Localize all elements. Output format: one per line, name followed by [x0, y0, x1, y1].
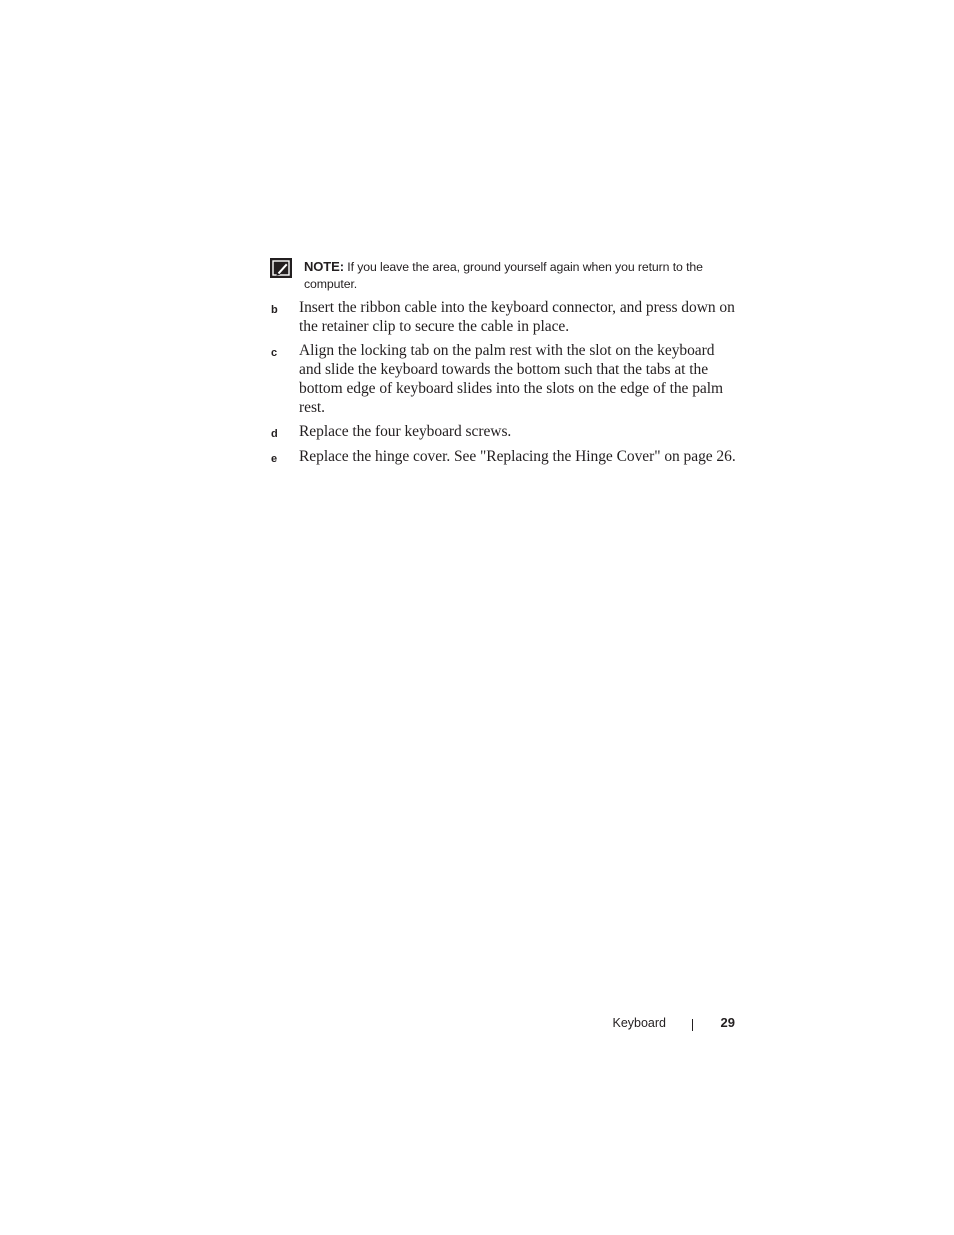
step-text: Insert the ribbon cable into the keyboard connector, and press down on the retainer clip to secure the cable in place. — [299, 299, 735, 335]
step-letter: d — [271, 428, 278, 441]
step-letter: b — [271, 304, 278, 316]
procedure-steps — [271, 299, 741, 473]
step-text: Align the locking tab on the palm rest with the slot on the keyboard and slide the keyboard towards the bottom such that the tabs at the bottom edge of keyboard slides into the slots on the edge of the palm rest. — [299, 342, 724, 416]
step-item — [271, 448, 741, 467]
page-number: 29 — [720, 1015, 735, 1030]
footer-divider — [692, 1019, 693, 1031]
note-pencil-icon — [270, 258, 292, 278]
note-callout — [270, 258, 740, 293]
step-item — [271, 299, 741, 336]
note-text — [304, 258, 740, 293]
step-text: Replace the four keyboard screws. — [299, 423, 512, 441]
note-label: NOTE: — [304, 259, 344, 274]
step-text: Replace the hinge cover. See "Replacing the Hinge Cover" on page 26. — [299, 448, 736, 466]
page-footer — [560, 1014, 735, 1034]
note-body: If you leave the area, ground yourself again when you return to the computer. — [304, 260, 703, 291]
step-item — [271, 423, 741, 442]
step-letter: c — [271, 347, 278, 360]
step-item — [271, 342, 741, 417]
footer-section-title: Keyboard — [612, 1016, 666, 1030]
step-letter: e — [271, 453, 278, 466]
